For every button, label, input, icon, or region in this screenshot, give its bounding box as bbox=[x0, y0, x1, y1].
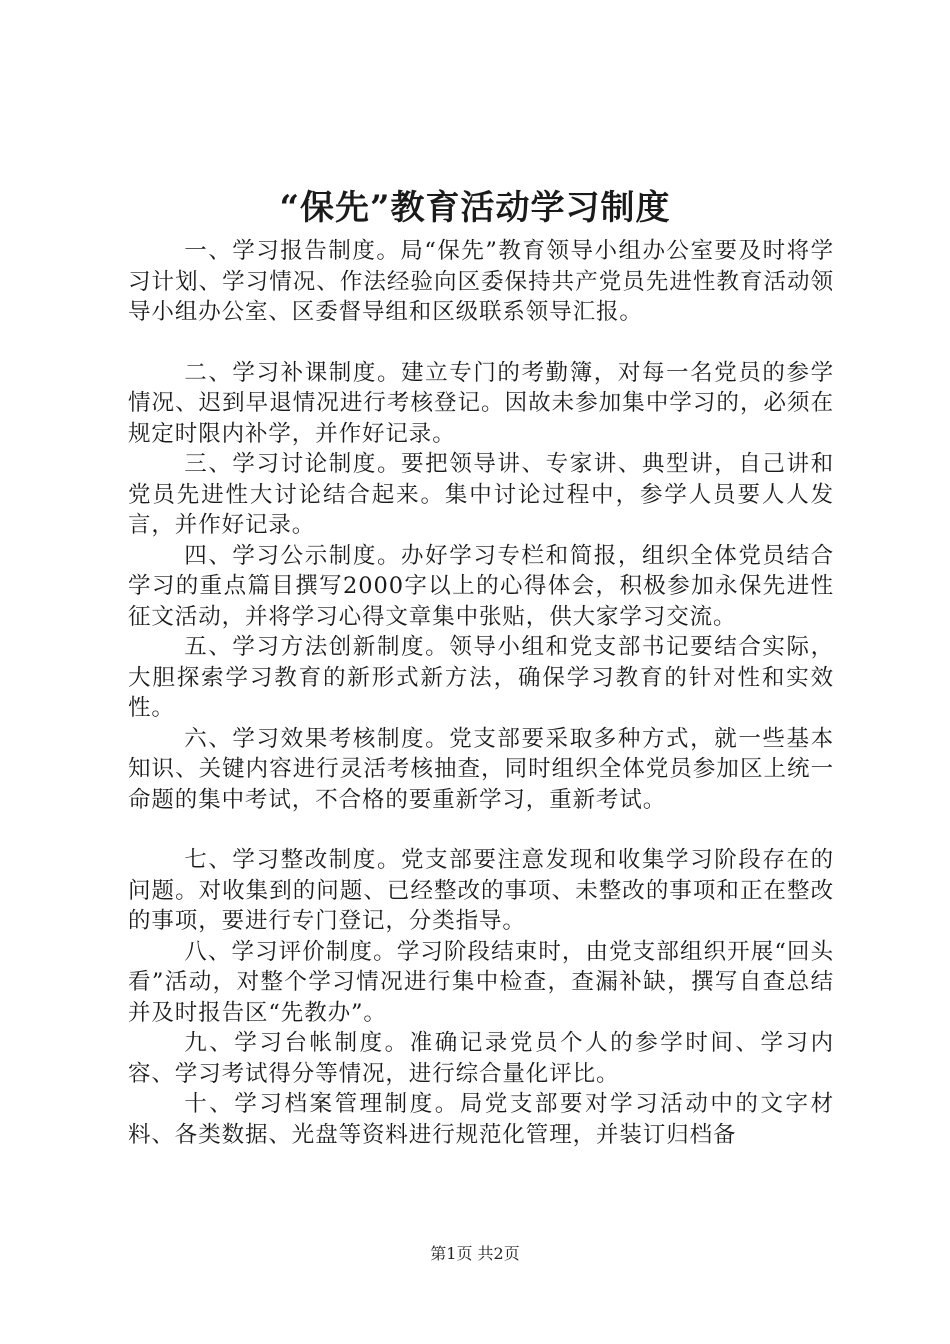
paragraph-1: 一、学习报告制度。局“保先”教育领导小组办公室要及时将学习计划、学习情况、作法经验向区委保持共产党员先进性教育活动领导小组办公室、区委督导组和区级联系领导汇报。 bbox=[128, 238, 834, 325]
paragraph-8: 八、学习评价制度。学习阶段结束时，由党支部组织开展“回头看”活动，对整个学习情况进行集中检查，查漏补缺，撰写自查总结并及时报告区“先教办”。 bbox=[128, 938, 834, 1026]
document-title: “保先”教育活动学习制度 bbox=[279, 188, 671, 228]
paragraph-3: 三、学习讨论制度。要把领导讲、专家讲、典型讲，自己讲和党员先进性大讨论结合起来。集中讨论过程中，参学人员要人人发言，并作好记录。 bbox=[128, 451, 834, 538]
paragraph-5: 五、学习方法创新制度。领导小组和党支部书记要结合实际，大胆探索学习教育的新形式新方法，确保学习教育的针对性和实效性。 bbox=[128, 634, 834, 721]
paragraph-6: 六、学习效果考核制度。党支部要采取多种方式，就一些基本知识、关键内容进行灵活考核抽查，同时组织全体党员参加区上统一命题的集中考试，不合格的要重新学习，重新考试。 bbox=[128, 725, 834, 813]
document-body bbox=[128, 236, 834, 1150]
paragraph-9: 九、学习台帐制度。准确记录党员个人的参学时间、学习内容、学习考试得分等情况，进行综合量化评比。 bbox=[128, 1030, 834, 1087]
page-number: 第1页 共2页 bbox=[430, 1244, 520, 1263]
paragraph-4: 四、学习公示制度。办好学习专栏和简报，组织全体党员结合学习的重点篇目撰写2000字以上的心得体会，积极参加永保先进性征文活动，并将学习心得文章集中张贴，供大家学习交流。 bbox=[128, 542, 834, 630]
paragraph-2: 二、学习补课制度。建立专门的考勤簿，对每一名党员的参学情况、迟到早退情况进行考核登记。因故未参加集中学习的，必须在规定时限内补学，并作好记录。 bbox=[128, 359, 834, 447]
paragraph-7: 七、学习整改制度。党支部要注意发现和收集学习阶段存在的问题。对收集到的问题、已经整改的事项、未整改的事项和正在整改的事项，要进行专门登记，分类指导。 bbox=[128, 847, 834, 934]
paragraph-10: 十、学习档案管理制度。局党支部要对学习活动中的文字材料、各类数据、光盘等资料进行规范化管理，并装订归档备 bbox=[128, 1091, 834, 1148]
